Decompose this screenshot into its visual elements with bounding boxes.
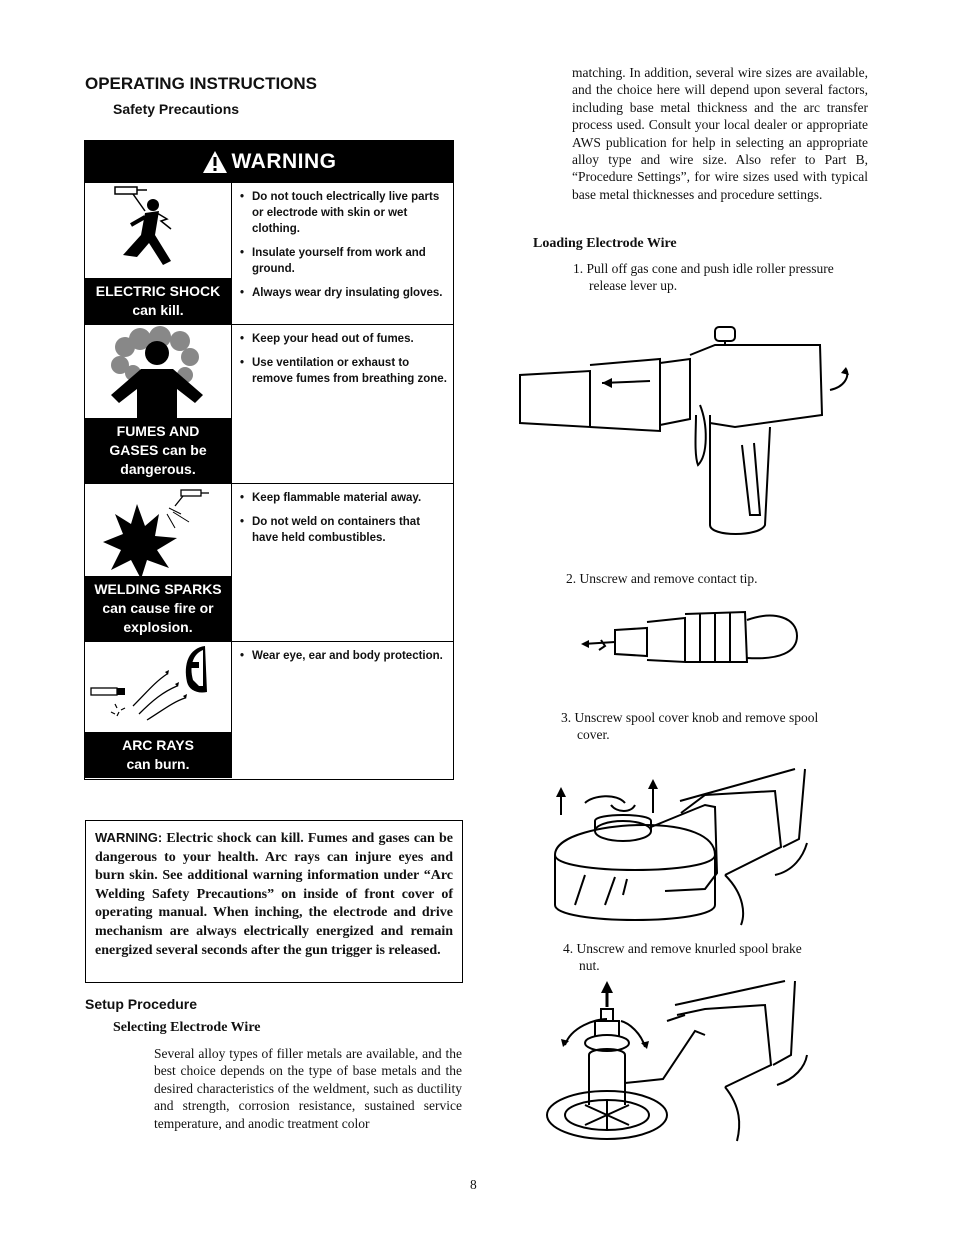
step-text: Pull off gas cone and push idle roller pressure bbox=[586, 261, 834, 276]
warning-triangle-icon bbox=[202, 150, 228, 174]
selecting-paragraph: Several alloy types of filler metals are available, and the best choice depends on the type of base metals and the desired characteristics of the weldment, such as ductility and strength, corrosion resistance, sustained service temperature, and anodic treatment color bbox=[154, 1046, 462, 1131]
selecting-paragraph-continued: matching. In addition, several wire sizes are available, and the choice here will depend upon several factors, including base metal thickness and the arc transfer process used. Consult your local dealer or appropriate AWS publication for help in selecting an appropriate alloy type and wire size. Also refer to Part B, “Procedure Settings”, for wire sizes used with typical base metal thicknesses and procedure settings. bbox=[572, 65, 868, 202]
loading-heading: Loading Electrode Wire bbox=[533, 236, 677, 251]
step-text: Unscrew and remove knurled spool brake bbox=[576, 941, 802, 956]
section-title: OPERATING INSTRUCTIONS bbox=[85, 74, 318, 93]
hazard-bullets bbox=[240, 490, 447, 554]
step-text-continued: cover. bbox=[577, 727, 610, 742]
caption-line: ARC RAYS bbox=[122, 737, 194, 753]
caption-line: FUMES AND bbox=[116, 423, 200, 439]
bullet-item: • Keep flammable material away. bbox=[240, 490, 447, 506]
hazard-picture bbox=[85, 484, 232, 641]
warning-header bbox=[85, 141, 453, 182]
bullet-item: • Always wear dry insulating gloves. bbox=[240, 285, 447, 301]
step-1 bbox=[573, 260, 873, 294]
step-text-continued: nut. bbox=[579, 958, 600, 973]
bullet-item: • Do not touch electrically live parts or electrode with skin or wet clothing. bbox=[240, 189, 447, 237]
step-4 bbox=[563, 940, 873, 974]
arc-rays-icon bbox=[85, 642, 231, 737]
caption-line: can burn. bbox=[126, 756, 190, 772]
hazard-caption bbox=[85, 732, 231, 778]
step-3 bbox=[561, 709, 871, 743]
bullet-item: • Use ventilation or exhaust to remove fumes from breathing zone. bbox=[240, 355, 447, 387]
selecting-heading: Selecting Electrode Wire bbox=[113, 1020, 261, 1035]
hazard-caption bbox=[85, 576, 231, 641]
setup-heading: Setup Procedure bbox=[85, 996, 198, 1012]
hazard-caption bbox=[85, 418, 231, 483]
hazard-bullets bbox=[240, 189, 447, 309]
hazard-picture bbox=[85, 183, 232, 324]
bullet-item: • Do not weld on containers that have held combustibles. bbox=[240, 514, 447, 546]
spool-brake-nut-illustration bbox=[545, 975, 835, 1145]
hazard-bullets bbox=[240, 331, 447, 395]
warning-note-box bbox=[85, 820, 463, 983]
step-text: Unscrew spool cover knob and remove spool bbox=[574, 710, 819, 725]
step-text: Unscrew and remove contact tip. bbox=[579, 571, 758, 586]
hazard-caption bbox=[85, 278, 231, 324]
warning-title: WARNING bbox=[231, 149, 337, 173]
hazard-picture bbox=[85, 325, 232, 483]
step-number: 3. bbox=[561, 710, 572, 725]
explosion-icon bbox=[85, 484, 231, 579]
step-number: 1. bbox=[573, 261, 584, 276]
step-number: 2. bbox=[566, 571, 577, 586]
contact-tip-illustration bbox=[575, 600, 815, 670]
electric-shock-icon bbox=[85, 183, 231, 278]
subsection-title: Safety Precautions bbox=[113, 101, 240, 117]
spool-cover-removal-illustration bbox=[545, 765, 865, 930]
step-text-continued: release lever up. bbox=[589, 278, 678, 293]
bullet-item: • Keep your head out of fumes. bbox=[240, 331, 447, 347]
warning-lead: WARNING: bbox=[95, 830, 163, 845]
step-2 bbox=[566, 570, 866, 587]
hazard-row-arc-rays bbox=[85, 641, 453, 778]
step-number: 4. bbox=[563, 941, 574, 956]
caption-line: explosion. bbox=[123, 619, 193, 635]
caption-line: can cause fire or bbox=[102, 600, 214, 616]
caption-line: WELDING SPARKS bbox=[94, 581, 222, 597]
caption-line: ELECTRIC SHOCK bbox=[95, 283, 221, 299]
bullet-item: • Insulate yourself from work and ground. bbox=[240, 245, 447, 277]
warning-note-text: Electric shock can kill. Fumes and gases can be dangerous to your health. Arc rays can injure eyes and burn skin. See additional warning information under “Arc Welding Safety Precautions” on inside of front cover of operating manual. When inching, the electrode and drive mechanism are always electrically energized and remain energized several seconds after the gun trigger is released. bbox=[95, 831, 454, 958]
hazard-bullets bbox=[240, 648, 447, 672]
page-number: 8 bbox=[470, 1177, 477, 1192]
warning-table bbox=[84, 140, 454, 780]
caption-line: can kill. bbox=[132, 302, 184, 318]
caption-line: GASES can be bbox=[109, 442, 207, 458]
fumes-icon bbox=[85, 325, 231, 420]
caption-line: dangerous. bbox=[120, 461, 196, 477]
bullet-item: • Wear eye, ear and body protection. bbox=[240, 648, 447, 664]
gas-cone-removal-illustration bbox=[510, 315, 860, 540]
hazard-picture bbox=[85, 642, 232, 778]
hazard-row-electric-shock bbox=[85, 182, 453, 324]
hazard-row-fumes bbox=[85, 324, 453, 483]
hazard-row-sparks bbox=[85, 483, 453, 641]
